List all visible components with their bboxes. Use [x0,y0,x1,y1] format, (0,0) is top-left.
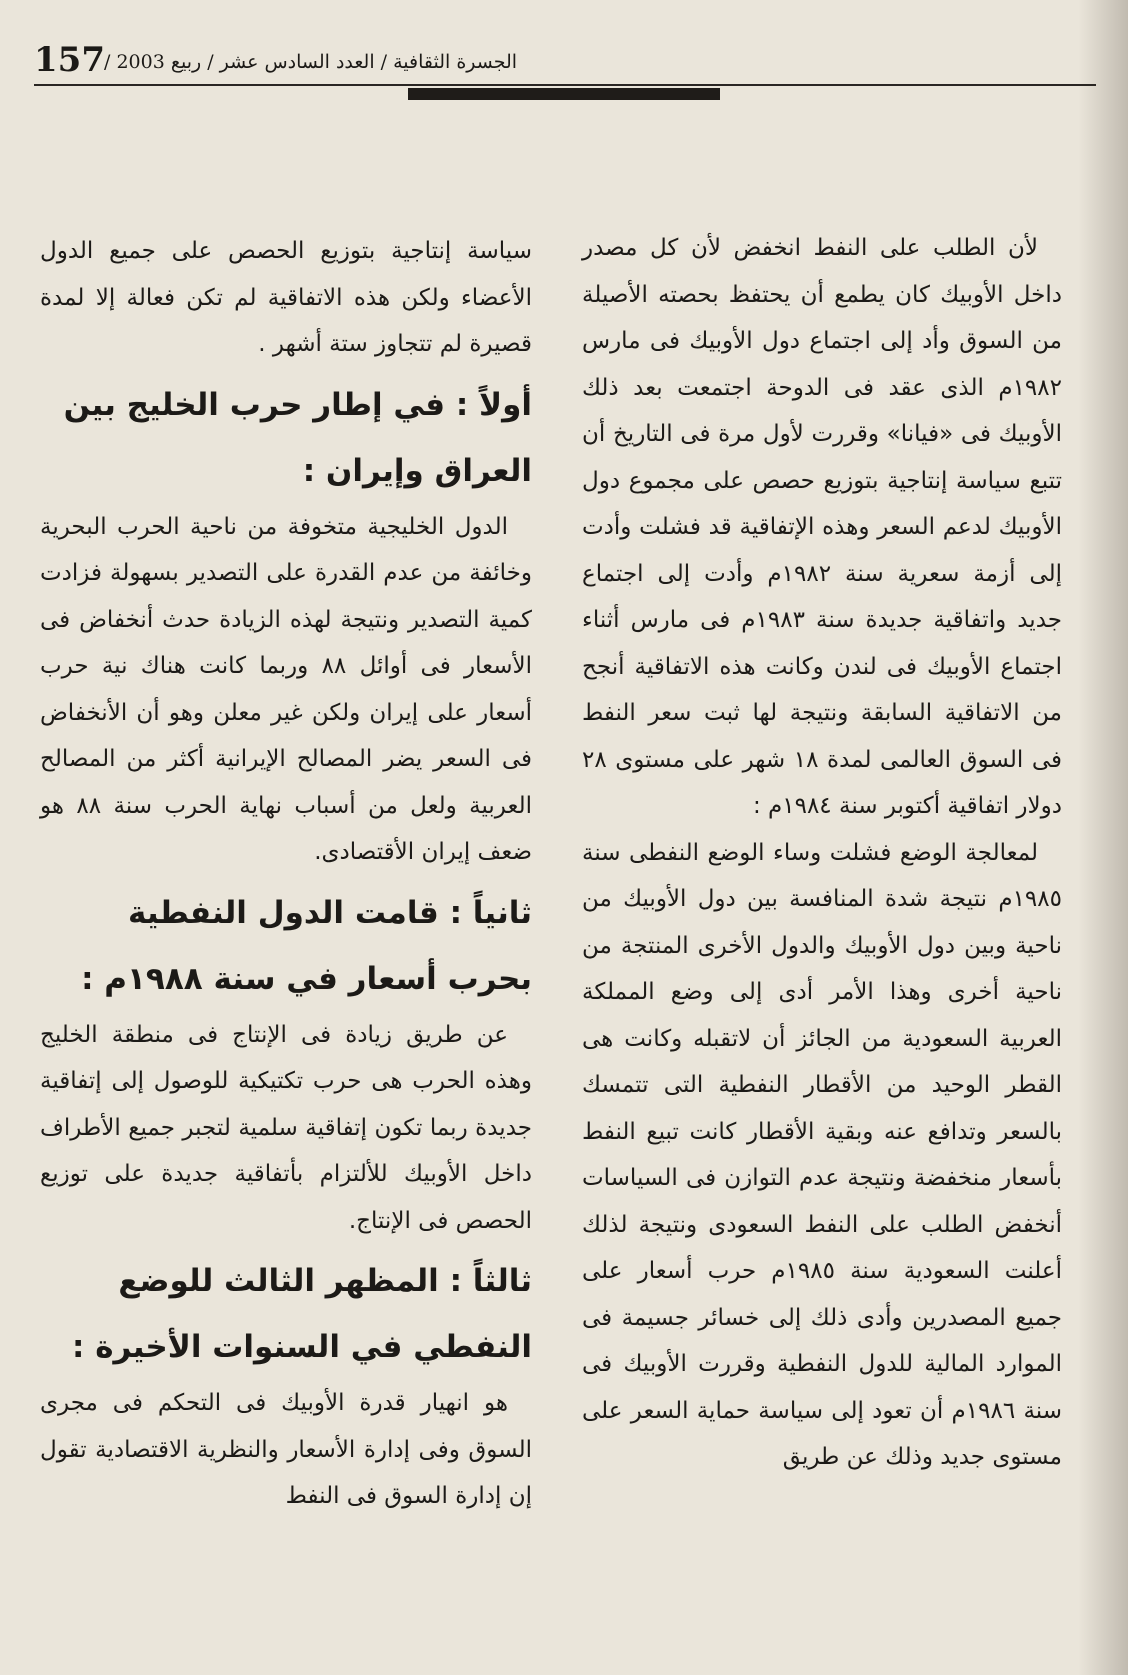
paragraph: سياسة إنتاجية بتوزيع الحصص على جميع الدول الأعضاء ولكن هذه الاتفاقية لم تكن فعالة إلا لمدة قصيرة لم تتجاوز ستة أشهر . [40,238,532,357]
running-head: الجسرة الثقافية / العدد السادس عشر / ربيع 2003 / [104,51,518,73]
paragraph: لأن الطلب على النفط انخفض لأن كل مصدر داخل الأوبيك كان يطمع أن يحتفظ بحصته الأصيلة من السوق وأد إلى اجتماع دول الأوبيك فى مارس ١٩٨٢م الذى عقد فى الدوحة اجتمعت بعد ذلك الأوبيك فى «فيانا» وقررت لأول مرة فى التاريخ أن تتبع سياسة إنتاجية بتوزيع حصص على مجموع دول الأوبيك لدعم السعر وهذه الإتفاقية قد فشلت وأدت إلى أزمة سعرية سنة ١٩٨٢م وأدت إلى اجتماع جديد واتفاقية جديدة سنة ١٩٨٣م فى مارس أثناء اجتماع الأوبيك فى لندن وكانت هذه الاتفاقية أنجح من الاتفاقية السابقة ونتيجة لها ثبت سعر النفط فى السوق العالمى لمدة ١٨ شهر على مستوى ٢٨ دولار اتفاقية أكتوبر سنة ١٩٨٤م : [582,235,1062,819]
section-heading: ثالثاً : المظهر الثالث للوضع النفطي في السنوات الأخيرة : [72,1263,532,1365]
page-edge-shadow [1078,0,1128,1675]
section-heading: ثانياً : قامت الدول النفطية بحرب أسعار في سنة ١٩٨٨م : [81,894,532,997]
left-column [40,228,532,1520]
page-header [34,40,1096,90]
header-rule [34,84,1096,86]
paragraph: لمعالجة الوضع فشلت وساء الوضع النفطى سنة ١٩٨٥م نتيجة شدة المنافسة بين دول الأوبيك من ناحية وبين دول الأوبيك والدول الأخرى المنتجة من ناحية أخرى وهذا الأمر أدى إلى وضع المملكة العربية السعودية من الجائز أن لاتقبله وكانت هى القطر الوحيد من الأقطار النفطية التى تتمسك بالسعر وتدافع عنه وبقية الأقطار كانت تبيع النفط بأسعار منخفضة ونتيجة عدم التوازن فى السياسات أنخفض الطلب على النفط السعودى ونتيجة لذلك أعلنت السعودية سنة ١٩٨٥م حرب أسعار على جميع المصدرين وأدى ذلك إلى خسائر جسيمة فى الموارد المالية للدول النفطية وقررت الأوبيك فى سنة ١٩٨٦م أن تعود إلى سياسة حماية السعر على مستوى جديد وذلك عن طريق [582,839,1062,1470]
section-heading: أولاً : في إطار حرب الخليج بين العراق وإيران : [63,386,532,489]
header-bar [408,88,720,100]
paragraph: الدول الخليجية متخوفة من ناحية الحرب البحرية وخائفة من عدم القدرة على التصدير بسهولة فزادت كمية التصدير ونتيجة لهذه الزيادة حدث أنخفاض فى الأسعار فى أوائل ٨٨ وربما كانت هناك نية حرب أسعار على إيران ولكن غير معلن وهو أن الأنخفاض فى السعر يضر المصالح الإيرانية أكثر من المصالح العربية ولعل من أسباب نهاية الحرب سنة ٨٨ هو ضعف إيران الأقتصادى. [40,513,532,865]
paragraph: عن طريق زيادة فى الإنتاج فى منطقة الخليج وهذه الحرب هى حرب تكتيكية للوصول إلى إتفاقية جديدة ربما تكون إتفاقية سلمية لتجبر جميع الأطراف داخل الأوبيك للألتزام بأتفاقية جديدة على توزيع الحصص فى الإنتاج. [40,1021,532,1234]
paragraph: هو انهيار قدرة الأوبيك فى التحكم فى مجرى السوق وفى إدارة الأسعار والنظرية الاقتصادية تقول إن إدارة السوق فى النفط [40,1390,532,1509]
right-column [582,225,1062,1481]
page-number: 157 [34,40,105,80]
